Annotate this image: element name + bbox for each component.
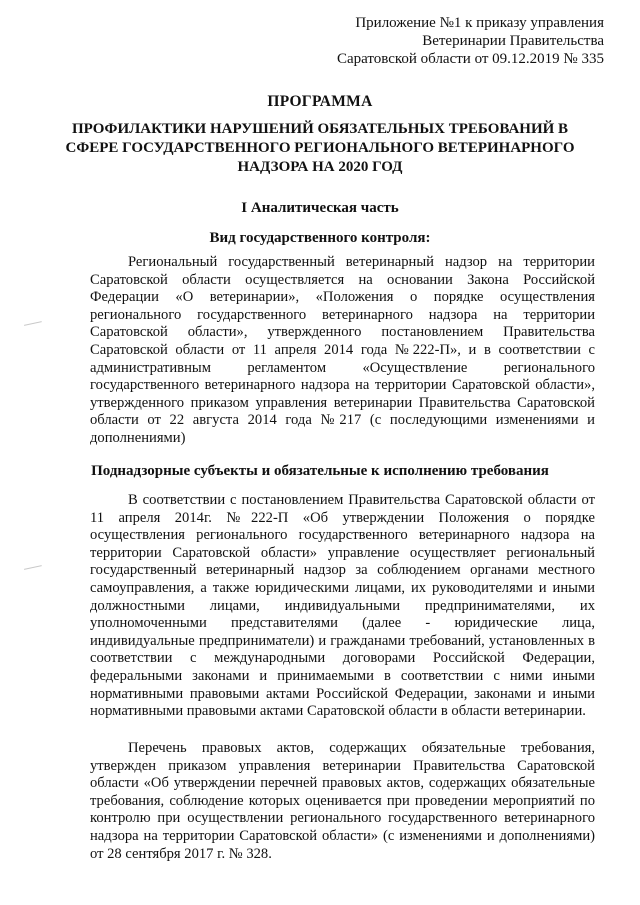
scan-margin-mark xyxy=(24,321,42,327)
approval-note-line-1: Приложение №1 к приказу управления xyxy=(355,15,604,31)
section-heading-subjects: Поднадзорные субъекты и обязательные к исполнению требования xyxy=(91,463,549,479)
paragraph-subjects-1: В соответствии с постановлением Правительства Саратовской области от 11 апреля 2014г. №222-П «Об утверждении Положения о порядке осуществления регионального государственного ветеринарного надзора на территории Саратовской области» управление осуществляет региональный государственный ветеринарный надзор за соблюдением органами местного самоуправления, а также юридическими лицами, их руководителями и иными должностными лицами, индивидуальными предпринимателями, их уполномоченными представителями (далее - юридические лица, индивидуальные предприниматели) и гражданами требований, установленных в соответствии с международными договорами Российской Федерации, федеральными законами и принимаемыми в соответствии с ними иными нормативными правовыми актами Российской Федерации, законами и иными нормативными правовыми актами Саратовской области в области ветеринарии. xyxy=(90,492,595,720)
approval-note xyxy=(284,14,604,68)
section-heading-analytical: I Аналитическая часть xyxy=(241,200,399,216)
approval-note-line-2: Ветеринарии Правительства xyxy=(422,33,604,49)
approval-note-line-3: Саратовской области от 09.12.2019 № 335 xyxy=(336,51,604,67)
document-subtitle: ПРОФИЛАКТИКИ НАРУШЕНИЙ ОБЯЗАТЕЛЬНЫХ ТРЕБОВАНИЙ В СФЕРЕ ГОСУДАРСТВЕННОГО РЕГИОНАЛЬНОГО ВЕТЕРИНАРНОГО НАДЗОРА НА 2020 ГОД xyxy=(65,121,575,175)
section-heading-control-type: Вид государственного контроля: xyxy=(209,230,431,246)
document-title: ПРОГРАММА xyxy=(267,93,373,110)
paragraph-subjects-2: Перечень правовых актов, содержащих обязательные требования, утвержден приказом управления ветеринарии Правительства Саратовской области «Об утверждении перечней правовых актов, содержащих обязательные требования, соблюдение которых оценивается при проведении мероприятий по контролю при осуществлении регионального государственного ветеринарного надзора на территории Саратовской области» (с изменениями и дополнениями) от 28 сентября 2017 г. № 328. xyxy=(90,740,595,862)
paragraph-control-type: Региональный государственный ветеринарный надзор на территории Саратовской области осуществляется на основании Закона Российской Федерации «О ветеринарии», «Положения о порядке осуществления регионального государственного ветеринарного надзора на территории Саратовской области», утвержденного постановлением Правительства Саратовской области от 11 апреля 2014 года №222-П», и в соответствии с административным регламентом «Осуществление регионального государственного ветеринарного надзора на территории Саратовской области», утвержденного приказом управления ветеринарии Правительства Саратовской области от 22 августа 2014 года №217 (с последующими изменениями и дополнениями) xyxy=(90,254,595,446)
scan-margin-mark xyxy=(24,565,42,571)
